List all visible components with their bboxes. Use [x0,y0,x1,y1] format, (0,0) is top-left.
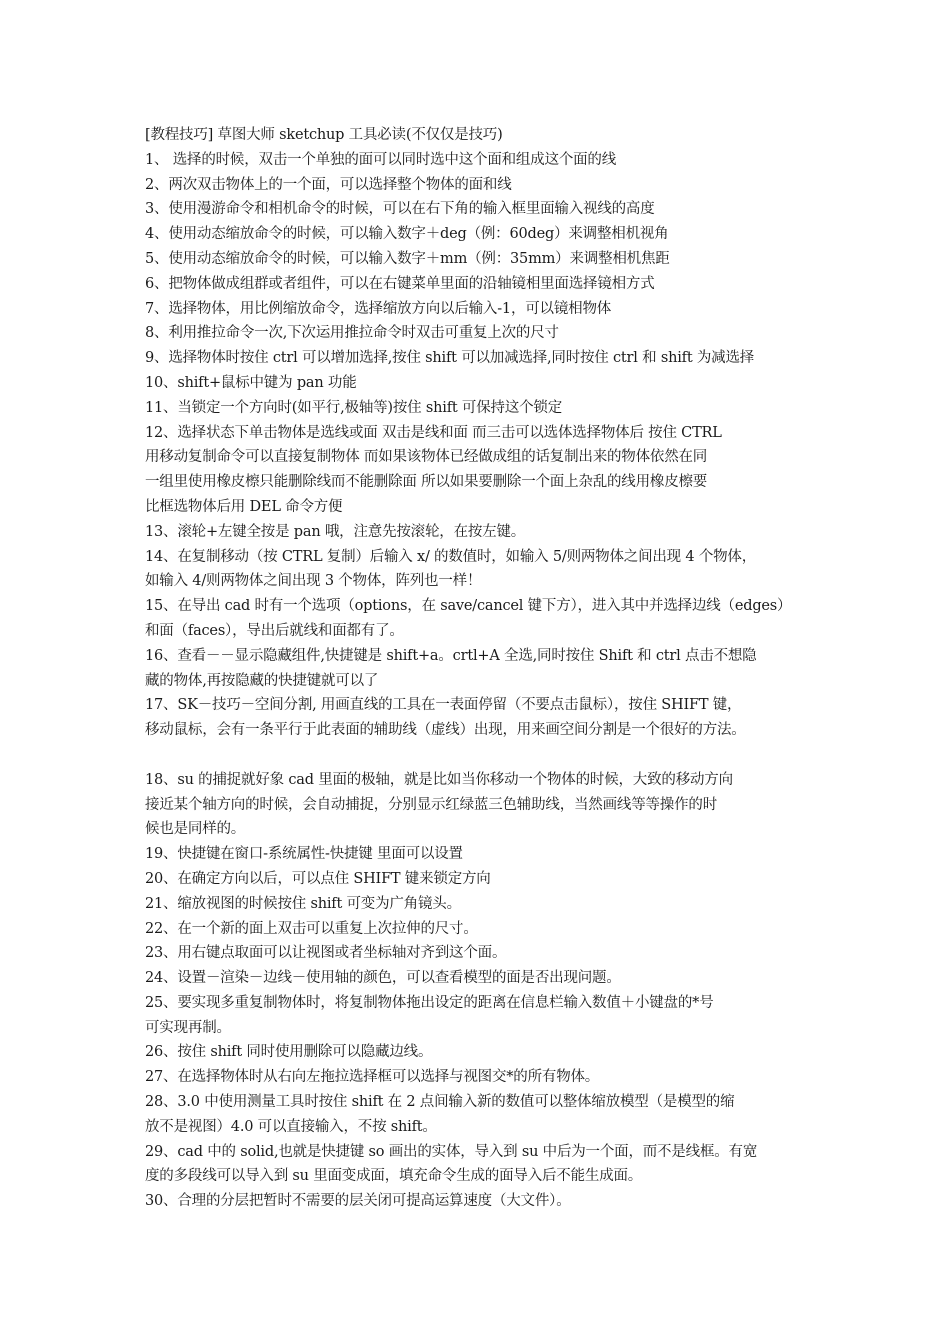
paragraph-line: 接近某个轴方向的时候，会自动捕捉，分别显示红绿蓝三色辅助线，当然画线等等操作的时 [145,796,717,813]
document-body [145,123,815,1214]
paragraph-line: 20、在确定方向以后，可以点住 SHIFT 键来锁定方向 [145,870,491,887]
list-item [145,1065,815,1090]
paragraph-line: 18、su 的捕捉就好象 cad 里面的极轴，就是比如当你移动一个物体的时候，大致的移动方向 [145,771,733,788]
paragraph-line: 一组里使用橡皮檫只能删除线而不能删除面 所以如果要删除一个面上杂乱的线用橡皮檫要 [145,474,708,491]
list-item [145,594,815,644]
paragraph-list [145,148,815,1214]
paragraph-line: 30、合理的分层把暂时不需要的层关闭可提高运算速度（大文件）。 [145,1193,571,1210]
paragraph-line: 26、按住 shift 同时使用删除可以隐藏边线。 [145,1044,433,1061]
list-item [145,272,815,297]
paragraph-line: 用移动复制命令可以直接复制物体 而如果该物体已经做成组的话复制出来的物体依然在同 [145,449,708,466]
list-item [145,173,815,198]
list-item [145,842,815,867]
list-item [145,693,815,743]
list-item [145,545,815,595]
paragraph-line: 24、设置－渲染－边线－使用轴的颜色，可以查看模型的面是否出现问题。 [145,970,621,987]
paragraph-line [145,743,815,768]
list-item [145,421,815,520]
paragraph-line: 9、选择物体时按住 ctrl 可以增加选择,按住 shift 可以加减选择,同时按住 ctrl 和 shift 为减选择 [145,350,755,367]
list-item [145,917,815,942]
paragraph-line: 25、要实现多重复制物体时，将复制物体拖出设定的距离在信息栏输入数值＋小键盘的*号 [145,994,714,1011]
paragraph-line: 13、滚轮+左键全按是 pan 哦，注意先按滚轮，在按左键。 [145,523,526,540]
list-item [145,321,815,346]
paragraph-line: 如输入 4/则两物体之间出现 3 个物体，阵列也一样！ [145,573,482,590]
list-item [145,1189,815,1214]
list-item [145,991,815,1041]
paragraph-line: 21、缩放视图的时候按住 shift 可变为广角镜头。 [145,895,461,912]
paragraph-line: 3、使用漫游命令和相机命令的时候，可以在右下角的输入框里面输入视线的高度 [145,201,655,218]
list-item [145,941,815,966]
paragraph-line: 5、使用动态缩放命令的时候，可以输入数字＋mm（例：35mm）来调整相机焦距 [145,250,670,267]
list-item [145,247,815,272]
list-item [145,743,815,768]
paragraph-line: 8、利用推拉命令一次,下次运用推拉命令时双击可重复上次的尺寸 [145,325,559,342]
paragraph-line: 15、在导出 cad 时有一个选项（options，在 save/cancel 键下方），进入其中并选择边线（edges） [145,598,792,615]
paragraph-line: 藏的物体,再按隐藏的快捷键就可以了 [145,672,379,689]
paragraph-line: 和面（faces），导出后就线和面都有了。 [145,622,404,639]
list-item [145,396,815,421]
paragraph-line: 2、两次双击物体上的一个面，可以选择整个物体的面和线 [145,176,512,193]
list-item [145,197,815,222]
paragraph-line: 16、查看－－显示隐藏组件,快捷键是 shift+a。crtl+A 全选,同时按住 Shift 和 ctrl 点击不想隐 [145,647,757,664]
paragraph-line: 17、SK－技巧－空间分割, 用画直线的工具在一表面停留（不要点击鼠标），按住 SHIFT 键， [145,697,742,714]
paragraph-line: 可实现再制。 [145,1019,231,1036]
paragraph-line: 28、3.0 中使用测量工具时按住 shift 在 2 点间输入新的数值可以整体缩放模型（是模型的缩 [145,1094,735,1111]
paragraph-line: 比框选物体后用 DEL 命令方便 [145,498,343,515]
paragraph-line: 6、把物体做成组群或者组件，可以在右键菜单里面的沿轴镜相里面选择镜相方式 [145,275,655,292]
list-item [145,1040,815,1065]
document-title: [教程技巧] 草图大师 sketchup 工具必读(不仅仅是技巧) [145,127,503,143]
paragraph-line: 放不是视图）4.0 可以直接输入，不按 shift。 [145,1118,437,1135]
paragraph-line: 移动鼠标，会有一条平行于此表面的辅助线（虚线）出现，用来画空间分割是一个很好的方法。 [145,722,746,739]
paragraph-line: 22、在一个新的面上双击可以重复上次拉伸的尺寸。 [145,920,478,937]
paragraph-line: 4、使用动态缩放命令的时候，可以输入数字＋deg（例：60deg）来调整相机视角 [145,226,669,243]
paragraph-line: 19、快捷键在窗口-系统属性-快捷键 里面可以设置 [145,846,463,863]
paragraph-line: 12、选择状态下单击物体是选线或面 双击是线和面 而三击可以选体选择物体后 按住 CTRL [145,424,722,441]
list-item [145,148,815,173]
list-item [145,892,815,917]
list-item [145,644,815,694]
list-item [145,222,815,247]
paragraph-line: 10、shift+鼠标中键为 pan 功能 [145,374,357,391]
list-item [145,867,815,892]
paragraph-line: 度的多段线可以导入到 su 里面变成面，填充命令生成的面导入后不能生成面。 [145,1168,643,1185]
list-item [145,371,815,396]
list-item [145,346,815,371]
paragraph-line: 14、在复制移动（按 CTRL 复制）后输入 x/ 的数值时，如输入 5/则两物体之间出现 4 个物体， [145,548,757,565]
list-item [145,768,815,842]
paragraph-line: 29、cad 中的 solid,也就是快捷键 so 画出的实体，导入到 su 中后为一个面，而不是线框。有宽 [145,1143,758,1160]
list-item [145,1090,815,1140]
list-item [145,1140,815,1190]
list-item [145,297,815,322]
paragraph-line: 候也是同样的。 [145,821,246,838]
paragraph-line: 7、选择物体，用比例缩放命令，选择缩放方向以后输入-1，可以镜相物体 [145,300,612,317]
paragraph-line: 11、当锁定一个方向时(如平行,极轴等)按住 shift 可保持这个锁定 [145,399,563,416]
list-item [145,520,815,545]
paragraph-line: 23、用右键点取面可以让视图或者坐标轴对齐到这个面。 [145,945,507,962]
paragraph-line: 27、在选择物体时从右向左拖拉选择框可以选择与视图交*的所有物体。 [145,1069,600,1086]
paragraph-line: 1、 选择的时候，双击一个单独的面可以同时选中这个面和组成这个面的线 [145,151,617,168]
list-item [145,966,815,991]
